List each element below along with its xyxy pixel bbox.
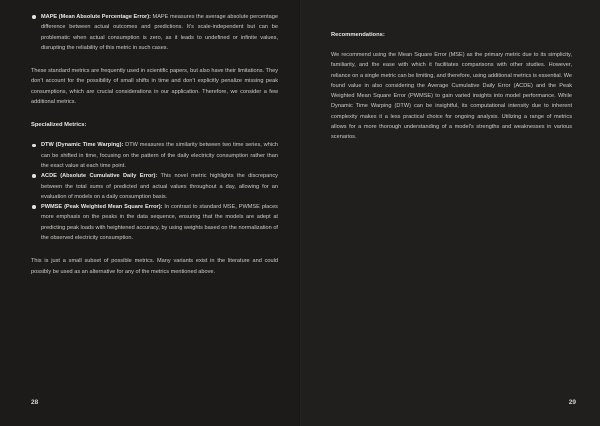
bullet-icon bbox=[32, 15, 36, 19]
acde-term: ACDE (Absolute Cumulative Daily Error): bbox=[41, 173, 158, 180]
pwmse-term: PWMSE (Peak Weighted Mean Square Error): bbox=[41, 204, 163, 211]
pwmse-text: In contrast to standard MSE, PWMSE places more emphasis on the peaks in the data sequence, ensuring that the models are adept at predicting peak loads with heightened accuracy, by using weights based on the normalization of the observed electricity consumption. bbox=[41, 204, 278, 242]
list-item-pwmse bbox=[31, 202, 278, 243]
recommendations-heading: Recommendations: bbox=[331, 32, 385, 38]
book-gutter bbox=[299, 0, 301, 426]
standard-metrics-paragraph: These standard metrics are frequently used in scientific papers, but also have their limitations. They don’t account for the possibility of small shifts in time and don’t explicitly penalize missing peak consumptions, which are crucial considerations in our application. Therefore, we consider a few additional metrics. bbox=[31, 68, 278, 106]
dtw-text: DTW measures the similarity between two time series, which can be shifted in time, focusing on the pattern of the daily electricity consumption rather than the exact value at each time point. bbox=[41, 142, 278, 169]
specialized-metrics-list bbox=[31, 140, 278, 243]
specialized-metrics-heading: Specialized Metrics: bbox=[31, 122, 87, 129]
page-number-left: 28 bbox=[31, 399, 39, 406]
dtw-term: DTW (Dynamic Time Warping): bbox=[41, 142, 124, 149]
closing-paragraph: This is just a small subset of possible metrics. Many variants exist in the literature and could possibly be used as an alternative for any of the metrics mentioned above. bbox=[31, 258, 278, 275]
mape-text: MAPE measures the average absolute percentage difference between actual outcomes and predictions. It’s scale-independent but can be problematic when actual consumption is zero, as it leads to undefined or infinite values, disrupting the reliability of this metric in such cases. bbox=[41, 14, 278, 51]
page-number-right: 29 bbox=[568, 399, 576, 406]
mape-list bbox=[31, 12, 278, 53]
right-page bbox=[300, 0, 600, 426]
bullet-icon bbox=[32, 205, 36, 209]
bullet-icon bbox=[32, 174, 36, 178]
acde-text: This novel metric highlights the discrepancy between the total sums of predicted and actual values throughout a day, allowing for an evaluation of models on a daily consumption basis. bbox=[41, 173, 278, 200]
bullet-icon bbox=[32, 144, 36, 148]
list-item-dtw bbox=[31, 140, 278, 171]
list-item-acde bbox=[31, 171, 278, 202]
recommendations-paragraph: We recommend using the Mean Square Error (MSE) as the primary metric due to its simplicity, familiarity, and the ease with which it facilitates comparisons with other studies. However, reliance on a single metric can be limiting, and therefore, using additional metrics is essential. We found value in also considering the Average Cumulative Daily Error (ACDE) and the Peak Weighted Mean Square Error (PWMSE) to gain varied insights into model performance. While Dynamic Time Warping (DTW) can be insightful, its computational intensity due to inherent complexity makes it a less practical choice for ongoing analysis. Utilizing a range of metrics allows for a more thorough understanding of a model’s strengths and weaknesses in various scenarios. bbox=[331, 52, 572, 141]
mape-term: MAPE (Mean Absolute Percentage Error): bbox=[41, 14, 151, 20]
list-item-mape bbox=[31, 12, 278, 53]
